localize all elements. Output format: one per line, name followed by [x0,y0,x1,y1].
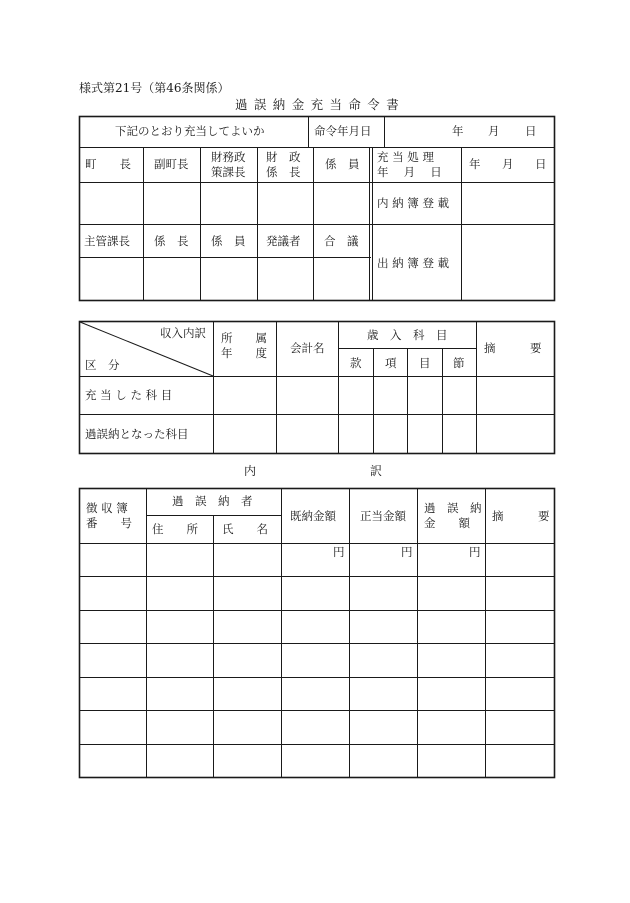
col-ledger-no-2: 番 号 [86,516,132,530]
processing-year: 年 [469,157,481,171]
role-fiscal-chief: 係 長 [266,165,301,179]
sub-col-kou: 項 [385,356,397,370]
yen-correct: 円 [401,545,413,559]
col-overpaid-1: 過 誤 納 [424,501,482,515]
role-clerk: 係 員 [211,234,246,248]
order-date-year: 年 [452,124,464,138]
role-chief: 係 長 [154,234,189,248]
role-staff: 係 員 [325,157,360,171]
role-deputy-mayor: 副町長 [154,157,189,171]
sub-col-kan: 款 [350,356,362,370]
role-section-chief: 主管課長 [84,234,130,248]
role-fiscal: 財 政 [266,150,301,164]
col-overpayer: 過 誤 納 者 [172,494,253,508]
col-overpaid-2: 金 額 [424,516,470,530]
col-revenue-items: 歳 入 科 目 [367,328,448,342]
col-name: 氏 名 [222,522,268,536]
out-ledger-label: 出 納 簿 登 載 [377,256,450,270]
yen-paid: 円 [333,545,345,559]
col-address: 住 所 [152,522,198,536]
yen-overpaid: 円 [469,545,481,559]
col-shozoku-1: 所 属 [221,331,267,345]
role-finance-1: 財務政 [211,150,246,164]
row-allocated-item: 充 当 し た 科 目 [85,388,173,402]
col-correct-amount: 正当金額 [360,509,406,523]
sub-col-setsu: 節 [453,356,465,370]
order-date-month: 月 [488,124,500,138]
form-number: 様式第21号（第46条関係） [79,81,230,95]
col-paid-amount: 既納金額 [290,509,336,523]
order-date-label: 命令年月日 [314,124,372,138]
row-overpaid-item: 過誤納となった科目 [85,427,189,441]
processing-label-1: 充 当 処 理 [377,150,434,164]
processing-day: 日 [535,157,547,171]
role-proposer: 発議者 [266,234,301,248]
approval-prompt: 下記のとおり充当してよいか [115,124,265,138]
breakdown-caption-left: 内 [244,464,257,478]
role-consultation: 合 議 [324,234,359,248]
role-finance-2: 策課長 [211,165,246,179]
col-shozoku-2: 年 度 [221,346,267,360]
sub-col-moku: 目 [419,356,431,370]
processing-month: 月 [502,157,514,171]
col-remarks: 摘 要 [484,341,542,355]
breakdown-caption-right: 訳 [370,464,383,478]
processing-label-2: 年 月 日 [377,165,442,179]
corner-category: 区 分 [85,358,120,372]
in-ledger-label: 内 納 簿 登 載 [377,196,450,210]
col-remarks-2: 摘 要 [492,509,550,523]
col-ledger-no-1: 徴 収 簿 [86,501,128,515]
order-date-day: 日 [525,124,537,138]
col-account-name: 会計名 [290,341,325,355]
role-mayor: 町 長 [85,157,131,171]
corner-revenue-breakdown: 収入内訳 [160,326,206,340]
document-title: 過誤納金充当命令書 [235,97,406,112]
